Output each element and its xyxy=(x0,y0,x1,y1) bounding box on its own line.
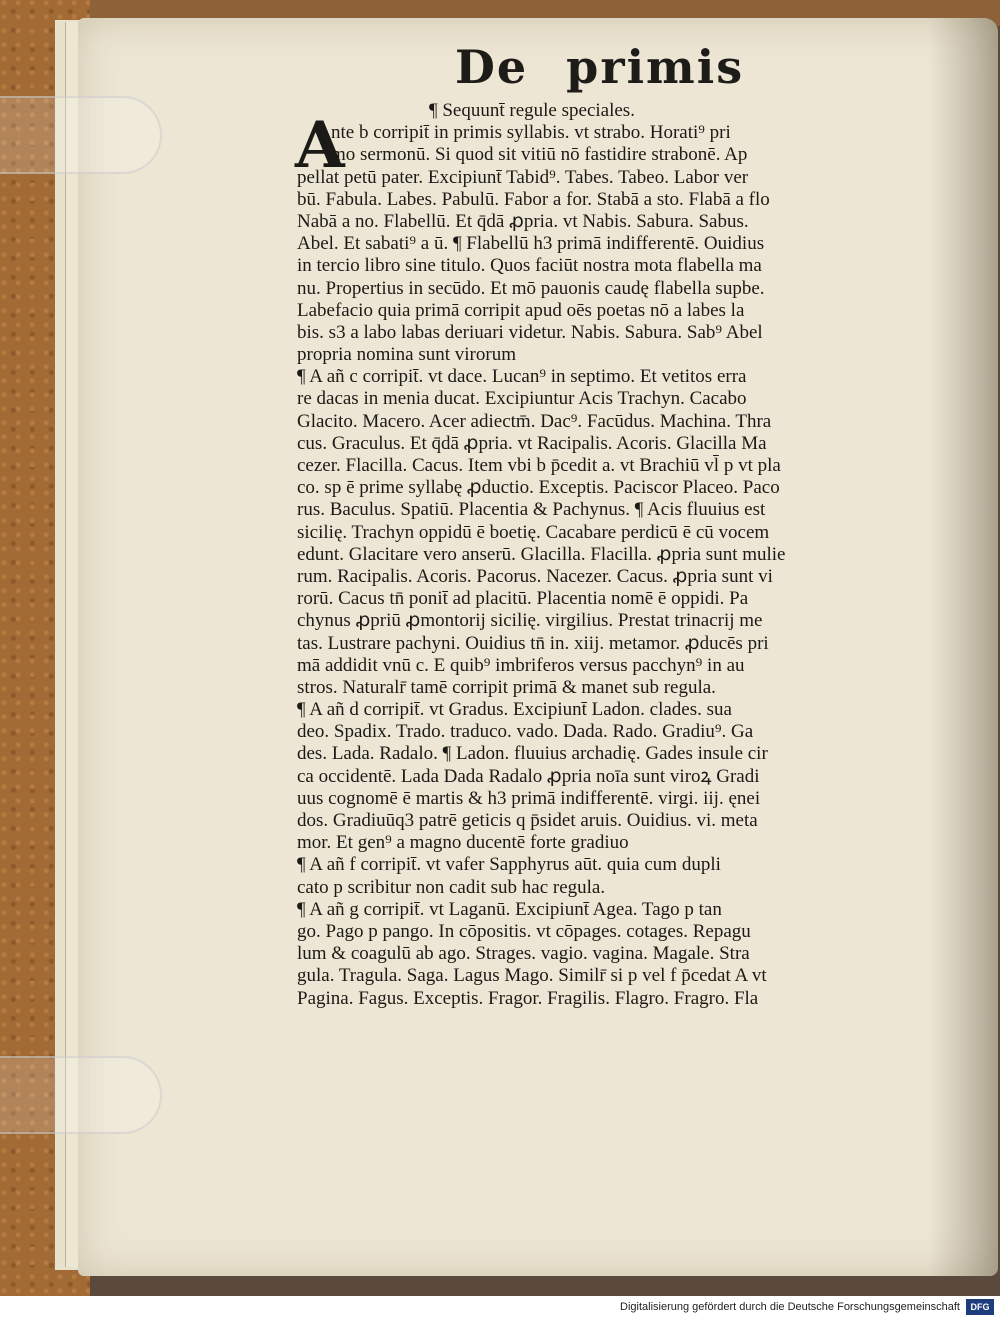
footer-bar xyxy=(0,1296,1000,1319)
text-line: rus. Baculus. Spatiū. Placentia & Pachynus. ¶ Acis fluuius est xyxy=(297,499,766,521)
text-line: mā addidit vnū c. E quib⁹ imbriferos versus pacchyn⁹ in au xyxy=(297,654,745,676)
text-line: re dacas in menia ducat. Excipiuntur Acis Trachyn. Cacabo xyxy=(297,388,747,410)
heading-word-2: primis xyxy=(566,40,745,94)
text-line: uus cognomē ē martis & h3 primā indifferentē. virgi. iij. ęnei xyxy=(297,787,761,809)
text-line: Pagina. Fagus. Exceptis. Fragor. Fragilis. Flagro. Fragro. Fla xyxy=(297,987,759,1009)
text-line: co. sp ē prime syllabę ꝓductio. Exceptis. Paciscor Placeo. Paco xyxy=(297,477,780,499)
text-line: ¶ A añ f corripit̄. vt vafer Sapphyrus aūt. quia cum dupli xyxy=(297,854,721,876)
text-line: in tercio libro sine titulo. Quos faciūt nostra mota flabella ma xyxy=(297,255,762,277)
page-heading xyxy=(455,40,744,94)
dfg-logo: DFG xyxy=(966,1299,994,1315)
text-line: mo sermonū. Si quod sit vitiū nō fastidire strabonē. Ap xyxy=(331,144,748,166)
text-line: sicilię. Trachyn oppidū ē boetię. Cacabare perdicū ē cū vocem xyxy=(297,521,770,543)
text-line: mor. Et gen⁹ a magno ducentē forte gradiuo xyxy=(297,832,629,854)
text-line: Glacito. Macero. Acer adiectm̄. Dac⁹. Facūdus. Machina. Thra xyxy=(297,410,772,432)
text-line: pellat petū pater. Excipiunt̄ Tabid⁹. Tabes. Tabeo. Labor ver xyxy=(297,166,749,188)
text-line: des. Lada. Radalo. ¶ Ladon. fluuius archadię. Gades insule cir xyxy=(297,743,768,765)
text-line: propria nomina sunt virorum xyxy=(297,344,516,366)
text-line: go. Pago p pango. In cōpositis. vt cōpages. cotages. Repagu xyxy=(297,920,751,942)
text-line: cus. Graculus. Et q̄dā ꝓpria. vt Racipalis. Acoris. Glacilla Ma xyxy=(297,432,767,454)
spine-shadow xyxy=(928,18,998,1276)
text-line: Nabā a no. Flabellū. Et q̄dā ꝓpria. vt Nabis. Sabura. Sabus. xyxy=(297,210,749,232)
subheading: ¶ Sequunt̄ regule speciales. xyxy=(429,100,635,121)
text-line: ¶ A añ c corripit̄. vt dace. Lucan⁹ in septimo. Et vetitos erra xyxy=(297,366,747,388)
text-line: dos. Gradiuūq3 patrē geticis q p̄sidet aruis. Ouidius. vi. meta xyxy=(297,810,758,831)
text-line: deo. Spadix. Trado. traduco. vado. Dada. Rado. Gradiu⁹. Ga xyxy=(297,721,754,743)
text-line: nu. Propertius in secūdo. Et mō pauonis caudę flabella supbe. xyxy=(297,277,765,299)
text-line: tas. Lustrare pachyni. Ouidius tn̄ in. xiij. metamor. ꝓducēs pri xyxy=(297,632,769,654)
heading-word-1: De xyxy=(455,40,529,94)
page-clip-bottom xyxy=(0,1056,162,1134)
text-line: ¶ A añ d corripit̄. vt Gradus. Excipiunt̄ Ladon. clades. sua xyxy=(297,699,732,721)
text-line: rorū. Cacus tn̄ ponit̄ ad placitū. Placentia nomē ē oppidi. Pa xyxy=(297,588,749,610)
initial-letter: A xyxy=(295,108,345,184)
text-line: ca occidentē. Lada Dada Radalo ꝓpria noīa sunt viroꝝ Gradi xyxy=(297,765,760,787)
text-line: edunt. Glacitare vero anserū. Glacilla. Flacilla. ꝓpria sunt mulie xyxy=(297,543,786,565)
text-line: nte b corripit̄ in primis syllabis. vt strabo. Horati⁹ pri xyxy=(331,122,731,144)
text-line: Abel. Et sabati⁹ a ū. ¶ Flabellū h3 primā indifferentē. Ouidius xyxy=(297,233,765,255)
text-line: lum & coagulū ab ago. Strages. vagio. vagina. Magale. Stra xyxy=(297,943,750,965)
text-line: cezer. Flacilla. Cacus. Item vbi b p̄cedit a. vt Brachiū vl̄ p vt pla xyxy=(297,455,781,476)
text-line: cato p scribitur non cadit sub hac regula. xyxy=(297,876,606,898)
text-line: stros. Naturalr̄ tamē corripit primā & manet sub regula. xyxy=(297,676,716,698)
text-line: ¶ A añ g corripit̄. vt Laganū. Excipiunt̄ Agea. Tago p tan xyxy=(297,898,722,920)
text-line: gula. Tragula. Saga. Lagus Mago. Similr̄ si p vel f p̄cedat A vt xyxy=(297,965,767,987)
body-text xyxy=(297,100,907,1010)
text-line: chynus ꝓpriū ꝓmontorij sicilię. virgilius. Prestat trinacrij me xyxy=(297,610,763,632)
text-line: rum. Racipalis. Acoris. Pacorus. Nacezer. Cacus. ꝓpria sunt vi xyxy=(297,565,773,587)
text-line: bū. Fabula. Labes. Pabulū. Fabor a for. Stabā a sto. Flabā a flo xyxy=(297,188,770,210)
text-line: bis. s3 a labo labas deriuari videtur. Nabis. Sabura. Sab⁹ Abel xyxy=(297,321,763,343)
footer-credit: Digitalisierung gefördert durch die Deutsche Forschungsgemeinschaft xyxy=(620,1301,960,1313)
page-clip-top xyxy=(0,96,162,174)
text-line: Labefacio quia primā corripit apud oēs poetas nō a labes la xyxy=(297,299,745,321)
